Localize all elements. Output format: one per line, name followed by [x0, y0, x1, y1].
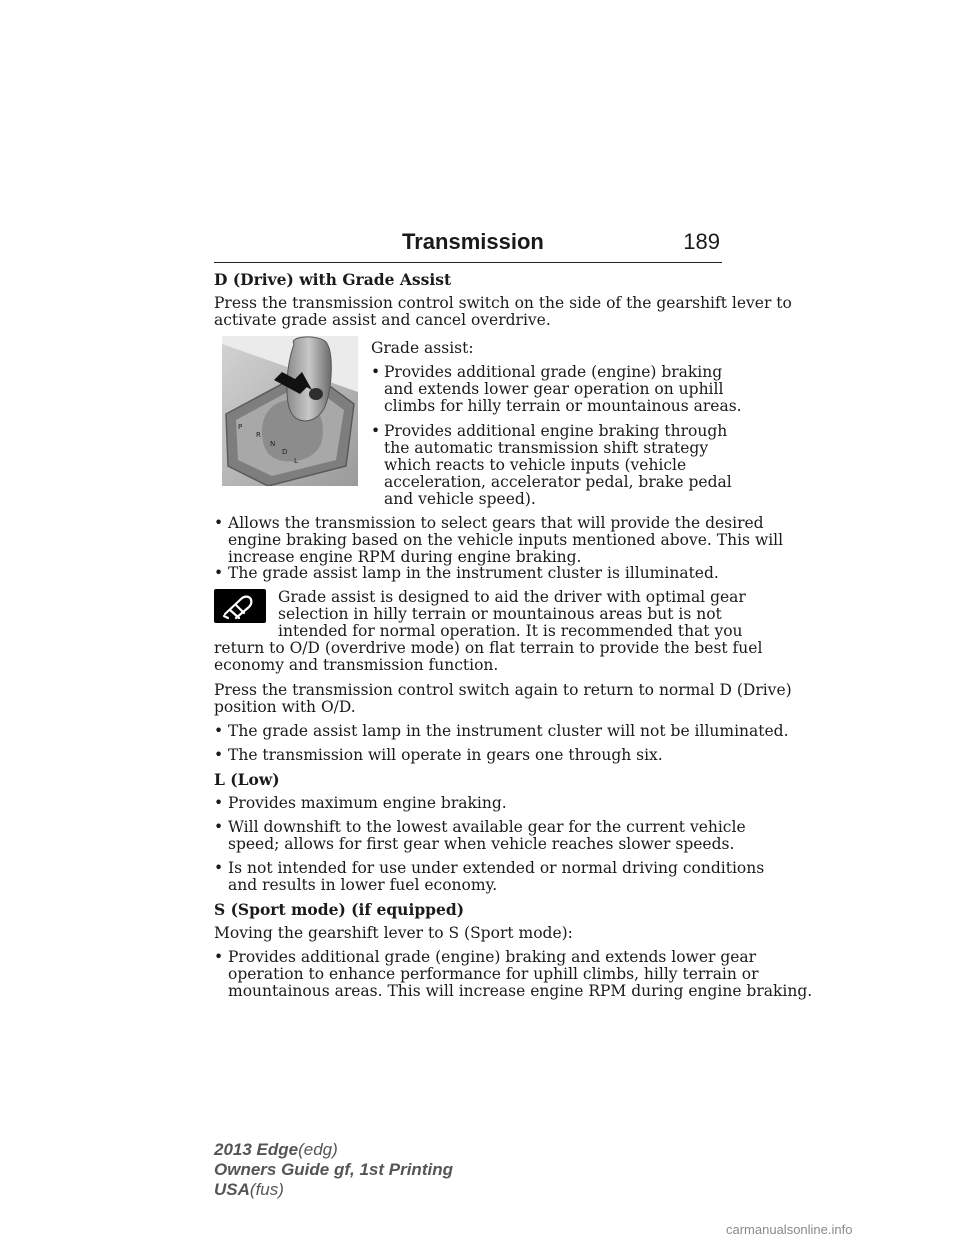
intro-line-1: Press the transmission control switch on the side of the gearshift lever to: [214, 294, 792, 312]
low-heading: L (Low): [214, 770, 280, 789]
gear-letter-l: L: [294, 457, 298, 465]
footer-market-code: (fus): [249, 1180, 284, 1199]
page-header: [214, 228, 722, 263]
watermark: carmanualsonline.info: [726, 1222, 853, 1237]
sport-bullet-line-3: mountainous areas. This will increase engine RPM during engine braking.: [228, 982, 813, 1000]
drive-heading: D (Drive) with Grade Assist: [214, 270, 452, 289]
footer-market: USA: [214, 1180, 250, 1199]
low-bullet-2-line-2: speed; allows for first gear when vehicle reaches slower speeds.: [228, 835, 735, 853]
grade-assist-bullet-2-line-5: and vehicle speed).: [384, 490, 536, 508]
grade-assist-bullet-1-line-3: climbs for hilly terrain or mountainous areas.: [384, 397, 742, 415]
grade-assist-bullet-2-line-1: Provides additional engine braking through: [384, 422, 728, 440]
bullet-icon: •: [214, 859, 224, 877]
sport-bullet-line-2: operation to enhance performance for uphill climbs, hilly terrain or: [228, 965, 759, 983]
bullet-icon: •: [214, 746, 224, 764]
bullet-icon: •: [371, 363, 381, 381]
sport-text: Moving the gearshift lever to S (Sport mode):: [214, 924, 573, 942]
bullet-icon: •: [214, 794, 224, 812]
return-text-line-2: position with O/D.: [214, 698, 356, 716]
drive-bullet-1-line-2: engine braking based on the vehicle inputs mentioned above. This will: [228, 531, 784, 549]
return-bullet-2: The transmission will operate in gears one through six.: [228, 746, 663, 764]
low-bullet-2-line-1: Will downshift to the lowest available gear for the current vehicle: [228, 818, 746, 836]
note-line-2: selection in hilly terrain or mountainous areas but is not: [278, 605, 722, 623]
grade-assist-label: Grade assist:: [371, 339, 474, 357]
grade-assist-bullet-1-line-1: Provides additional grade (engine) braking: [384, 363, 723, 381]
return-text-line-1: Press the transmission control switch again to return to normal D (Drive): [214, 681, 792, 699]
bullet-icon: •: [371, 422, 381, 440]
page-number: 189: [683, 229, 720, 254]
grade-assist-bullet-1-line-2: and extends lower gear operation on uphill: [384, 380, 724, 398]
note-icon: [214, 589, 266, 623]
grade-assist-bullet-2-line-3: which reacts to vehicle inputs (vehicle: [384, 456, 687, 474]
low-bullet-1: Provides maximum engine braking.: [228, 794, 507, 812]
document-footer: [214, 1140, 453, 1200]
footer-guide: Owners Guide gf, 1st Printing: [214, 1160, 453, 1179]
grade-assist-bullet-2-line-2: the automatic transmission shift strategy: [384, 439, 709, 457]
sport-bullet-line-1: Provides additional grade (engine) braking and extends lower gear: [228, 948, 757, 966]
bullet-icon: •: [214, 948, 224, 966]
note-line-5: economy and transmission function.: [214, 656, 499, 674]
section-title: Transmission: [402, 229, 544, 254]
drive-bullet-2: The grade assist lamp in the instrument cluster is illuminated.: [228, 564, 719, 582]
return-bullet-1: The grade assist lamp in the instrument cluster will not be illuminated.: [228, 722, 789, 740]
note-line-4: return to O/D (overdrive mode) on flat terrain to provide the best fuel: [214, 639, 763, 657]
sport-heading: S (Sport mode) (if equipped): [214, 900, 465, 919]
note-line-3: intended for normal operation. It is recommended that you: [278, 622, 743, 640]
intro-line-2: activate grade assist and cancel overdrive.: [214, 311, 551, 329]
bullet-icon: •: [214, 722, 224, 740]
bullet-icon: •: [214, 514, 224, 532]
gearshift-illustration: [222, 336, 358, 486]
gear-letter-n: N: [270, 440, 276, 448]
grade-assist-bullet-2-line-4: acceleration, accelerator pedal, brake pedal: [384, 473, 732, 491]
drive-bullet-1-line-3: increase engine RPM during engine braking.: [228, 548, 582, 566]
gear-letter-d: D: [282, 448, 288, 456]
bullet-icon: •: [214, 564, 224, 582]
drive-bullet-1-line-1: Allows the transmission to select gears that will provide the desired: [228, 514, 764, 532]
low-bullet-3-line-2: and results in lower fuel economy.: [228, 876, 498, 894]
footer-model-code: (edg): [298, 1140, 338, 1159]
low-bullet-3-line-1: Is not intended for use under extended or normal driving conditions: [228, 859, 765, 877]
bullet-icon: •: [214, 818, 224, 836]
footer-model: 2013 Edge: [214, 1140, 299, 1159]
gear-letter-p: P: [238, 423, 243, 431]
gear-letter-r: R: [256, 431, 261, 439]
note-line-1: Grade assist is designed to aid the driver with optimal gear: [278, 588, 746, 606]
